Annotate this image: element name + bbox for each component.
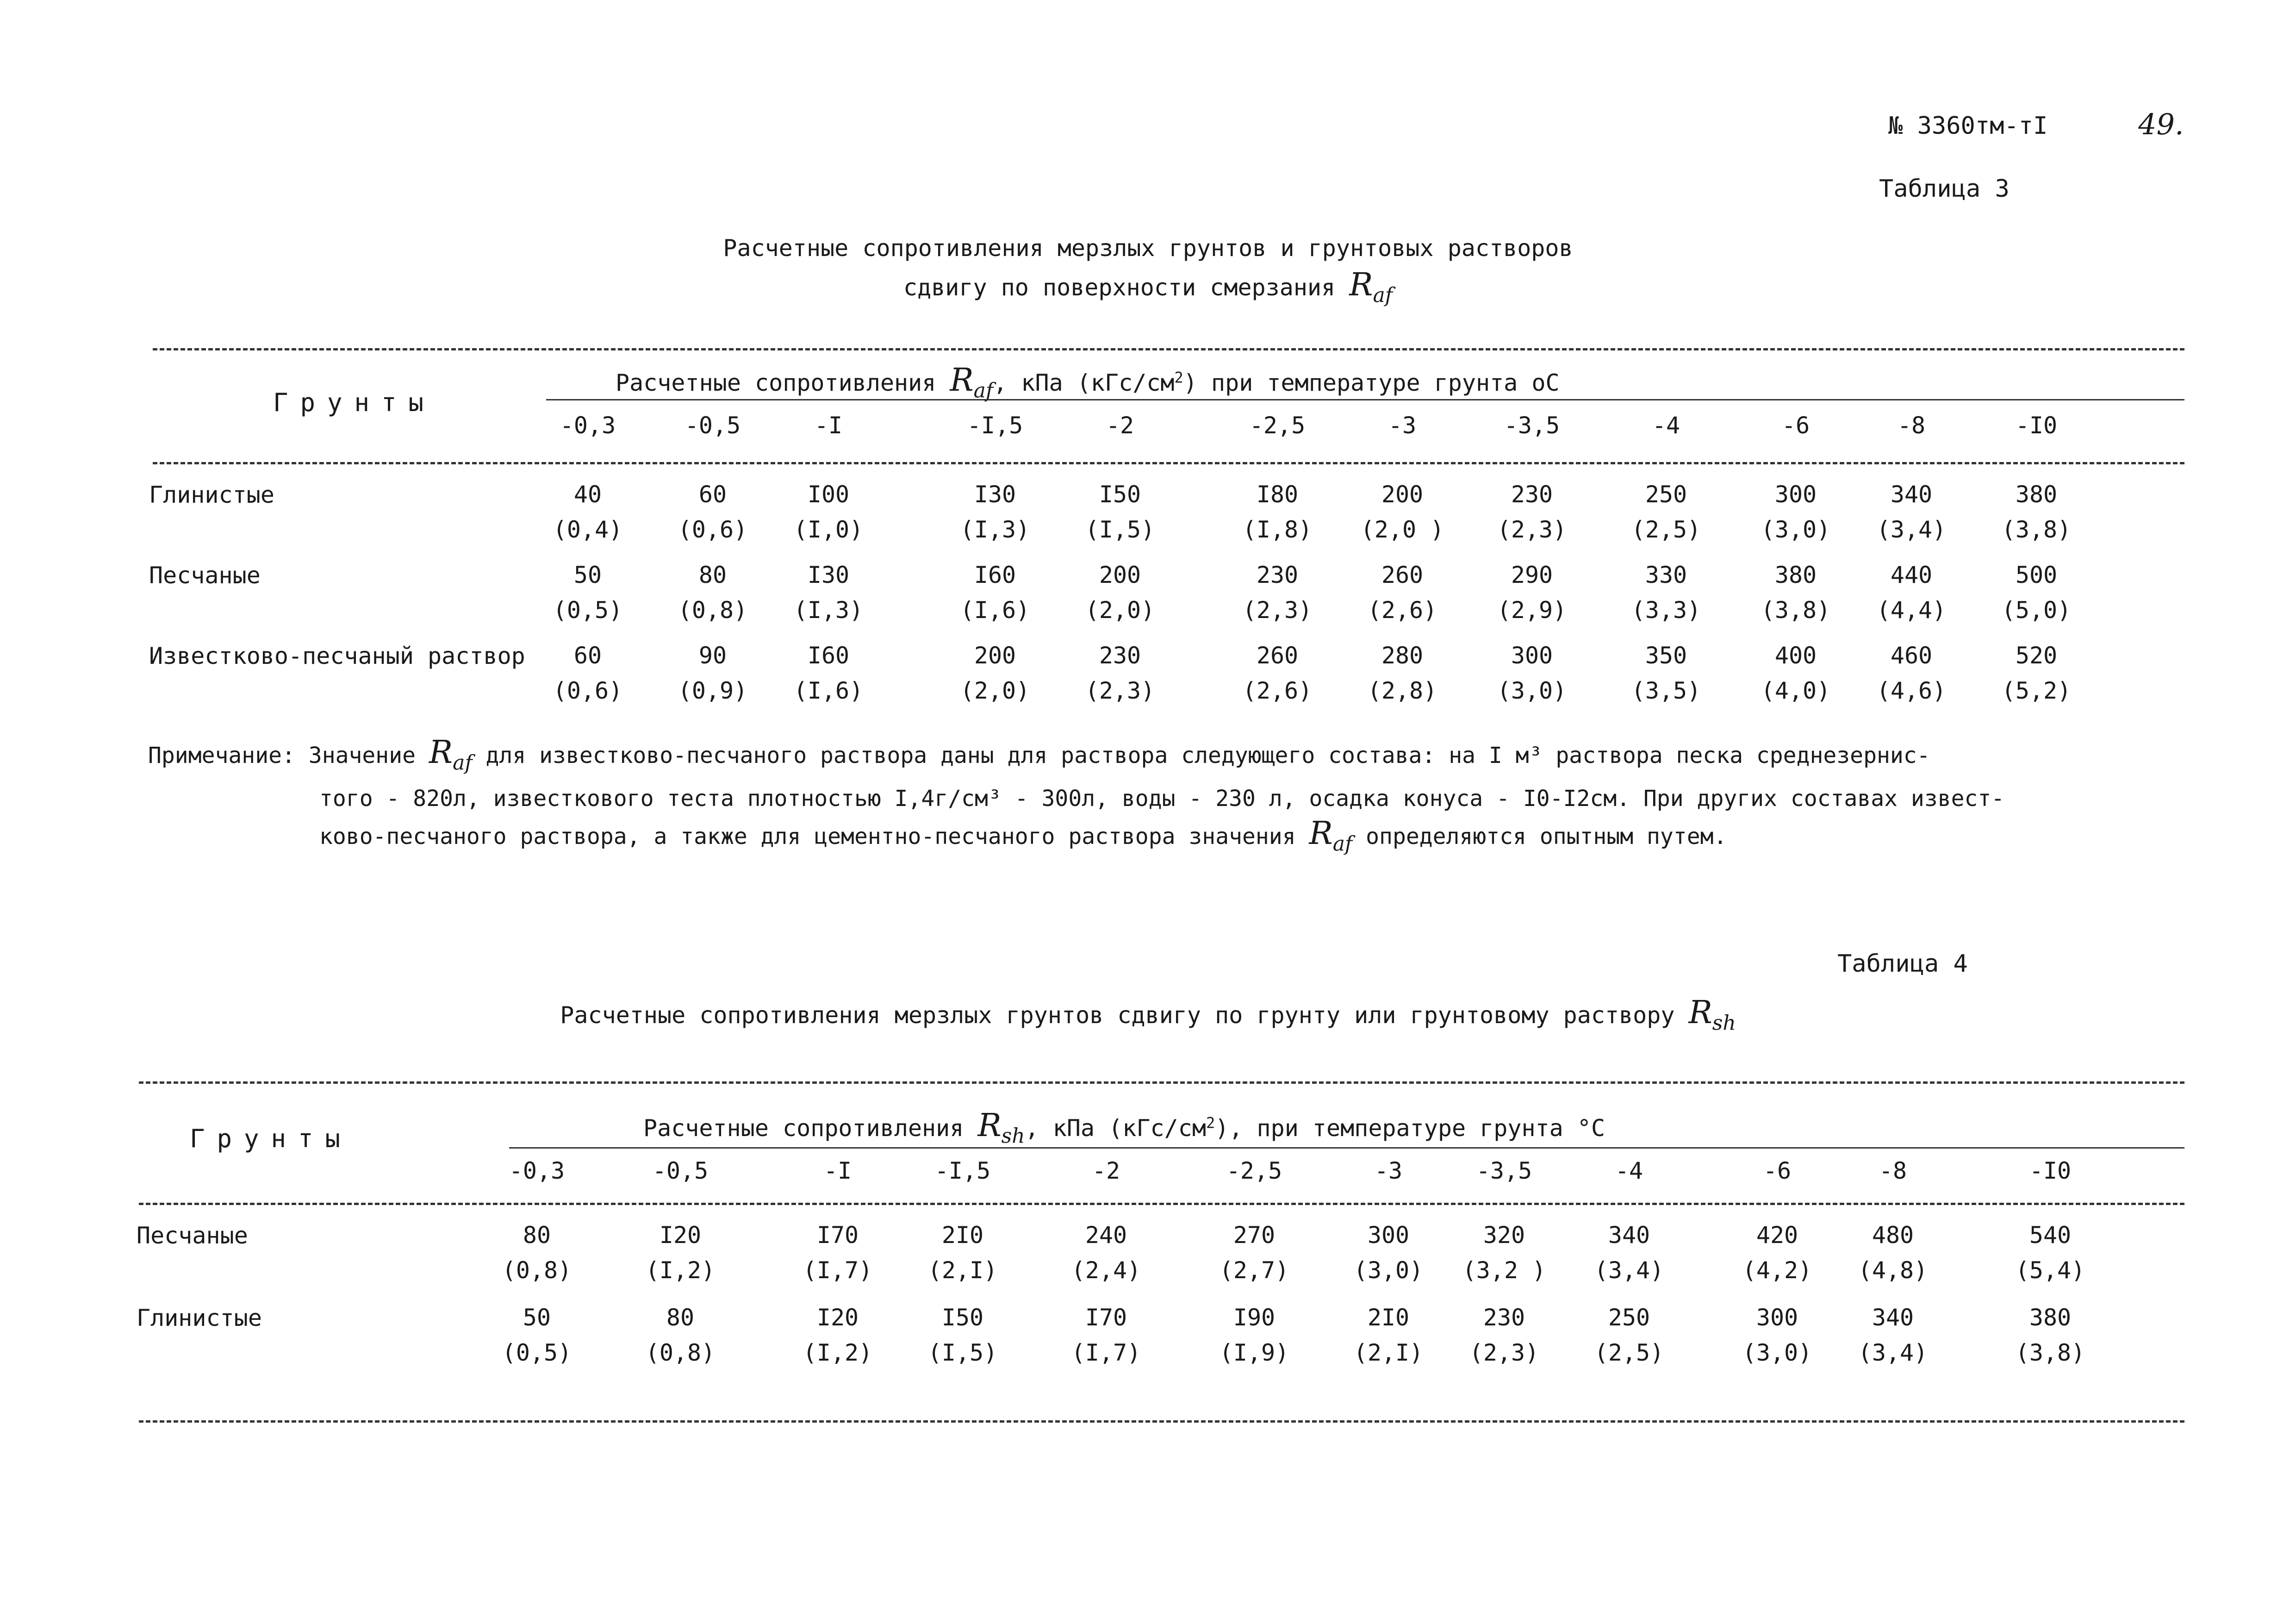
cell-value-kpa: I50 (1099, 481, 1141, 508)
cell-value-kgs: (2,8) (1367, 677, 1437, 704)
cell-value-kgs: (5,4) (2015, 1257, 2085, 1284)
cell-value-kpa: 340 (1608, 1222, 1650, 1249)
cell-value-kgs: (4,2) (1742, 1257, 1812, 1284)
cell-value-kpa: 440 (1890, 562, 1933, 588)
table3-title-symbol: $R_{af}$ (1349, 267, 1393, 307)
cell-value-kgs: (5,2) (2001, 677, 2072, 704)
cell-value-kgs: (I,3) (793, 597, 864, 624)
cell-value-kgs: (0,8) (678, 597, 748, 624)
table3-header-symbol: $R_{af}$ (950, 362, 994, 403)
table4-top-rule (139, 1081, 2184, 1084)
cell-value-kgs: (2,5) (1631, 516, 1701, 543)
temperature-header: -6 (1763, 1157, 1792, 1184)
table4-bottom-rule (139, 1420, 2184, 1423)
table3-title (0, 230, 2296, 314)
temperature-header: -0,3 (560, 412, 616, 439)
cell-value-kpa: 380 (1774, 562, 1817, 588)
cell-value-kgs: (4,6) (1876, 677, 1947, 704)
table4-title (0, 994, 2296, 1042)
table3-title-line1: Расчетные сопротивления мерзлых грунтов и грунтовых растворов (723, 235, 1573, 262)
cell-value-kgs: (I,6) (793, 677, 864, 704)
cell-value-kgs: (3,0) (1761, 516, 1831, 543)
cell-value-kgs: (I,2) (645, 1257, 716, 1284)
cell-value-kpa: 460 (1890, 642, 1933, 669)
cell-value-kgs: (0,8) (645, 1339, 716, 1366)
cell-value-kgs: (2,0) (960, 677, 1030, 704)
document-number: № 3360тм-тI (1888, 112, 2048, 140)
temperature-header: -I0 (2015, 412, 2058, 439)
cell-value-kpa: 300 (1774, 481, 1817, 508)
cell-value-kgs: (3,8) (2015, 1339, 2085, 1366)
cell-value-kgs: (0,5) (502, 1339, 572, 1366)
cell-value-kpa: 260 (1381, 562, 1424, 588)
cell-value-kpa: 320 (1483, 1222, 1525, 1249)
table3-row-header: Грунты (273, 388, 436, 417)
cell-value-kpa: I50 (941, 1304, 984, 1331)
cell-value-kpa: 270 (1233, 1222, 1276, 1249)
cell-value-kgs: (2,0) (1085, 597, 1155, 624)
cell-value-kpa: 200 (1099, 562, 1141, 588)
cell-value-kgs: (I,3) (960, 516, 1030, 543)
row-name: Глинистые (137, 1305, 262, 1331)
temperature-header: -2 (1106, 412, 1134, 439)
cell-value-kpa: 60 (698, 481, 727, 508)
cell-value-kpa: 400 (1774, 642, 1817, 669)
cell-value-kgs: (3,8) (2001, 516, 2072, 543)
cell-value-kpa: 80 (698, 562, 727, 588)
cell-value-kpa: I20 (816, 1304, 859, 1331)
cell-value-kpa: 230 (1483, 1304, 1525, 1331)
cell-value-kgs: (2,3) (1469, 1339, 1539, 1366)
cell-value-kgs: (3,0) (1742, 1339, 1812, 1366)
cell-value-kpa: I00 (807, 481, 850, 508)
cell-value-kpa: 290 (1511, 562, 1553, 588)
cell-value-kgs: (3,0) (1353, 1257, 1424, 1284)
cell-value-kpa: 240 (1085, 1222, 1127, 1249)
cell-value-kgs: (5,0) (2001, 597, 2072, 624)
cell-value-kpa: 50 (523, 1304, 551, 1331)
table3-header-rule (153, 462, 2184, 464)
temperature-header: -6 (1781, 412, 1810, 439)
cell-value-kgs: (2,I) (1353, 1339, 1424, 1366)
cell-value-kpa: I60 (974, 562, 1016, 588)
cell-value-kpa: 60 (573, 642, 602, 669)
cell-value-kgs: (4,0) (1761, 677, 1831, 704)
table4-temperature-row (0, 1153, 2296, 1190)
cell-value-kpa: 230 (1099, 642, 1141, 669)
cell-value-kgs: (2,6) (1242, 677, 1313, 704)
cell-value-kpa: I80 (1256, 481, 1299, 508)
cell-value-kgs: (2,0 ) (1360, 516, 1444, 543)
cell-value-kpa: 250 (1645, 481, 1687, 508)
row-name: Песчаные (137, 1222, 248, 1249)
cell-value-kgs: (4,8) (1858, 1257, 1928, 1284)
temperature-header: -8 (1897, 412, 1926, 439)
table3-label: Таблица 3 (1879, 175, 2010, 203)
cell-value-kpa: 200 (1381, 481, 1424, 508)
cell-value-kgs: (I,7) (1071, 1339, 1141, 1366)
row-name: Песчаные (149, 562, 261, 589)
cell-value-kpa: 90 (698, 642, 727, 669)
temperature-header: -I,5 (934, 1157, 991, 1184)
cell-value-kgs: (2,I) (927, 1257, 998, 1284)
cell-value-kgs: (I,2) (803, 1339, 873, 1366)
page-number: 49. (2138, 107, 2184, 141)
cell-value-kpa: 340 (1872, 1304, 1914, 1331)
cell-value-kgs: (I,6) (960, 597, 1030, 624)
cell-value-kgs: (2,9) (1497, 597, 1567, 624)
table3-body (0, 477, 2296, 718)
table4-column-group-header: Расчетные сопротивления $R_{sh}$, кПа $(кГс/см^2)$, при температуре грунта °С (643, 1107, 1605, 1148)
cell-value-kgs: (2,5) (1594, 1339, 1664, 1366)
cell-value-kpa: I20 (659, 1222, 702, 1249)
temperature-header: -I0 (2029, 1157, 2072, 1184)
table3-title-line2-text: сдвигу по поверхности смерзания (903, 274, 1336, 301)
cell-value-kgs: (3,4) (1876, 516, 1947, 543)
cell-value-kgs: (0,4) (553, 516, 623, 543)
note-symbol-1: $R_{af}$ (429, 734, 473, 775)
cell-value-kgs: (2,3) (1242, 597, 1313, 624)
table3-title-line2 (0, 267, 2296, 314)
cell-value-kgs: (I,0) (793, 516, 864, 543)
temperature-header: -3,5 (1504, 412, 1560, 439)
temperature-header: -I (823, 1157, 852, 1184)
cell-value-kgs: (I,9) (1219, 1339, 1289, 1366)
temperature-header: -3 (1388, 412, 1417, 439)
cell-value-kgs: (3,0) (1497, 677, 1567, 704)
cell-value-kpa: 80 (666, 1304, 695, 1331)
cell-value-kgs: (I,7) (803, 1257, 873, 1284)
temperature-header: -2,5 (1226, 1157, 1282, 1184)
note-symbol-2: $R_{af}$ (1309, 815, 1353, 856)
temperature-header: -8 (1879, 1157, 1907, 1184)
cell-value-kgs: (3,3) (1631, 597, 1701, 624)
temperature-header: -4 (1652, 412, 1680, 439)
note-line2: того - 820л, известкового теста плотностью I,4г/см³ - 300л, воды - 230 л, осадка конуса - I0-I2см. При других составах извест- (319, 785, 2005, 812)
cell-value-kgs: (I,5) (1085, 516, 1155, 543)
cell-value-kgs: (I,8) (1242, 516, 1313, 543)
cell-value-kpa: 380 (2015, 481, 2058, 508)
table4-row-header: Грунты (190, 1124, 353, 1153)
cell-value-kpa: 2I0 (1367, 1304, 1410, 1331)
table4-header-symbol: $R_{sh}$ (977, 1107, 1025, 1148)
note-line1-b: для известково-песчаного раствора даны для раствора следующего состава: на I м³ раствора песка среднезернис- (485, 743, 1930, 768)
cell-value-kpa: I70 (1085, 1304, 1127, 1331)
cell-value-kpa: 300 (1367, 1222, 1410, 1249)
cell-value-kgs: (0,9) (678, 677, 748, 704)
table3-temperature-row (0, 412, 2296, 449)
cell-value-kpa: 540 (2029, 1222, 2072, 1249)
table4-body (0, 1218, 2296, 1384)
cell-value-kpa: 480 (1872, 1222, 1914, 1249)
temperature-header: -3 (1374, 1157, 1403, 1184)
row-name: Известково-песчаный раствор (149, 643, 525, 669)
cell-value-kgs: (3,5) (1631, 677, 1701, 704)
cell-value-kgs: (4,4) (1876, 597, 1947, 624)
cell-value-kpa: 500 (2015, 562, 2058, 588)
cell-value-kpa: 80 (523, 1222, 551, 1249)
cell-value-kgs: (3,2 ) (1462, 1257, 1546, 1284)
table3-header-underline (546, 399, 2184, 400)
cell-value-kpa: 200 (974, 642, 1016, 669)
cell-value-kpa: 50 (573, 562, 602, 588)
cell-value-kgs: (3,4) (1594, 1257, 1664, 1284)
cell-value-kpa: 2I0 (941, 1222, 984, 1249)
cell-value-kpa: 280 (1381, 642, 1424, 669)
cell-value-kpa: 520 (2015, 642, 2058, 669)
cell-value-kgs: (2,6) (1367, 597, 1437, 624)
note-label: Примечание: (148, 743, 295, 768)
cell-value-kpa: 300 (1511, 642, 1553, 669)
table4-label: Таблица 4 (1837, 950, 1968, 978)
temperature-header: -2,5 (1249, 412, 1306, 439)
table4-header-rule (139, 1203, 2184, 1205)
cell-value-kpa: I30 (974, 481, 1016, 508)
cell-value-kgs: (I,5) (927, 1339, 998, 1366)
temperature-header: -I (814, 412, 843, 439)
temperature-header: -0,5 (684, 412, 741, 439)
cell-value-kgs: (3,8) (1761, 597, 1831, 624)
cell-value-kgs: (2,3) (1497, 516, 1567, 543)
table3-column-group-header: Расчетные сопротивления $R_{af}$, кПа $(кГс/см^2)$ при температуре грунта оС (616, 362, 1560, 403)
temperature-header: -2 (1092, 1157, 1120, 1184)
temperature-header: -0,3 (509, 1157, 565, 1184)
cell-value-kpa: 250 (1608, 1304, 1650, 1331)
temperature-header: -3,5 (1476, 1157, 1532, 1184)
cell-value-kgs: (3,4) (1858, 1339, 1928, 1366)
cell-value-kgs: (0,6) (553, 677, 623, 704)
cell-value-kpa: 40 (573, 481, 602, 508)
cell-value-kgs: (0,8) (502, 1257, 572, 1284)
cell-value-kgs: (2,3) (1085, 677, 1155, 704)
cell-value-kpa: 380 (2029, 1304, 2072, 1331)
temperature-header: -4 (1615, 1157, 1643, 1184)
table4-header-underline (509, 1147, 2184, 1149)
cell-value-kpa: I30 (807, 562, 850, 588)
note-line1-a: Значение (308, 743, 416, 768)
cell-value-kpa: 230 (1511, 481, 1553, 508)
table4-title-text: Расчетные сопротивления мерзлых грунтов сдвигу по грунту или грунтовому раствору (560, 1002, 1675, 1029)
temperature-header: -I,5 (967, 412, 1023, 439)
cell-value-kpa: 300 (1756, 1304, 1798, 1331)
cell-value-kgs: (0,6) (678, 516, 748, 543)
table4-title-symbol: $R_{sh}$ (1688, 994, 1736, 1035)
cell-value-kpa: I70 (816, 1222, 859, 1249)
cell-value-kgs: (2,4) (1071, 1257, 1141, 1284)
note-line3: ково-песчаного раствора, а также для цементно-песчаного раствора значения $R_{af}$ определяются опытным путем. (319, 815, 1727, 856)
row-name: Глинистые (149, 481, 274, 508)
cell-value-kpa: 420 (1756, 1222, 1798, 1249)
cell-value-kgs: (2,7) (1219, 1257, 1289, 1284)
temperature-header: -0,5 (652, 1157, 709, 1184)
cell-value-kpa: 340 (1890, 481, 1933, 508)
cell-value-kpa: I60 (807, 642, 850, 669)
cell-value-kpa: 260 (1256, 642, 1299, 669)
cell-value-kpa: I90 (1233, 1304, 1276, 1331)
table3-top-rule (153, 348, 2184, 350)
cell-value-kgs: (0,5) (553, 597, 623, 624)
cell-value-kpa: 330 (1645, 562, 1687, 588)
cell-value-kpa: 230 (1256, 562, 1299, 588)
table3-note (148, 735, 2138, 862)
cell-value-kpa: 350 (1645, 642, 1687, 669)
